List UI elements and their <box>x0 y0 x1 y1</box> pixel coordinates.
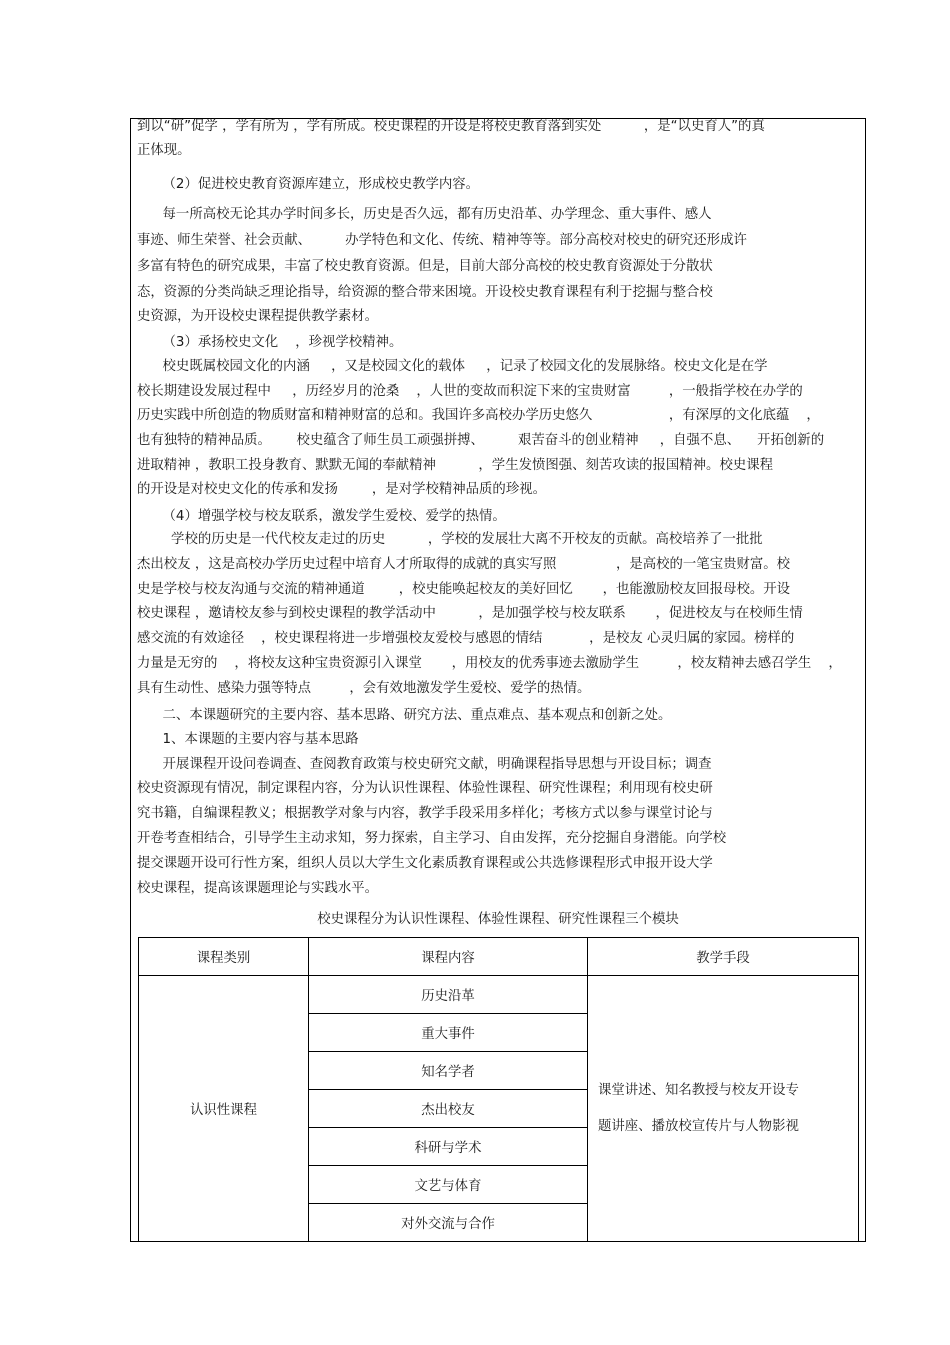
paragraph-line: 校史课程，提高该课题理论与实践水平。 <box>137 881 379 896</box>
paragraph-line: 感交流的有效途径 ，校史课程将进一步增强校友爱校与感恩的情结 ，是校友 心灵归属的家园。榜样的 <box>137 631 795 646</box>
paragraph-line: 开卷考查相结合，引导学生主动求知，努力探索，自主学习、自由发挥，充分挖掘自身潜能。向学校 <box>137 831 727 846</box>
table-header-cell: 课程内容 <box>309 938 588 976</box>
course-content-cell: 杰出校友 <box>309 1090 588 1128</box>
table-caption: 校史课程分为认识性课程、体验性课程、研究性课程三个模块 <box>317 912 679 927</box>
paragraph-line: 多富有特色的研究成果，丰富了校史教育资源。但是，目前大部分高校的校史教育资源处于分散状 <box>137 259 713 274</box>
table-header-row <box>139 938 859 976</box>
paragraph-line: 校史课程 ，邀请校友参与到校史课程的教学活动中 ，是加强学校与校友联系 ，促进校友与在校师生情 <box>137 606 803 621</box>
paragraph-line: 校长期建设发展过程中 ，历经岁月的沧桑 ，人世的变故而积淀下来的宝贵财富 ，一般指学校在办学的 <box>137 384 803 399</box>
course-content-cell: 知名学者 <box>309 1052 588 1090</box>
paragraph-line: 也有独特的精神品质。 校史蕴含了师生员工顽强拼搏、 艰苦奋斗的创业精神 ，自强不息、 开拓创新的 <box>137 433 825 448</box>
paragraph-line: 历史实践中所创造的物质财富和精神财富的总和。我国许多高校办学历史悠久 ，有深厚的文化底蕴 ， <box>137 408 820 423</box>
paragraph-line: 学校的历史是一代代校友走过的历史 ，学校的发展壮大离不开校友的贡献。高校培养了一批批 <box>137 532 763 547</box>
course-content-cell: 历史沿革 <box>309 976 588 1014</box>
paragraph-line: 校史资源现有情况，制定课程内容，分为认识性课程、体验性课程、研究性课程；利用现有校史研 <box>137 781 713 796</box>
paragraph-line: 校史既属校园文化的内涵 ，又是校园文化的载体 ，记录了校园文化的发展脉络。校史文化是在学 <box>137 359 768 374</box>
table-row <box>139 976 859 1014</box>
paragraph-line: 事迹、师生荣誉、社会贡献、 办学特色和文化、传统、精神等等。部分高校对校史的研究还形成许 <box>137 233 747 248</box>
paragraph-line: 具有生动性、感染力强等特点 ，会有效地激发学生爱校、爱学的热情。 <box>137 681 591 696</box>
paragraph-line: （2）促进校史教育资源库建立，形成校史教学内容。 <box>137 177 480 192</box>
paragraph-line: 到以“研”促学 ，学有所为 ，学有所成。校史课程的开设是将校史教育落到实处 ，是“以史育人”的真 <box>137 119 765 134</box>
paragraph-line: 每一所高校无论其办学时间多长，历史是否久远，都有历史沿革、办学理念、重大事件、感人 <box>137 207 712 222</box>
course-module-table <box>138 937 859 1242</box>
paragraph-line: 态，资源的分类尚缺乏理论指导，给资源的整合带来困境。开设校史教育课程有利于挖掘与整合校 <box>137 285 713 300</box>
course-content-cell: 文艺与体育 <box>309 1166 588 1204</box>
teaching-method-line: 题讲座、播放校宣传片与人物影视 <box>598 1118 799 1134</box>
paragraph-line: 的开设是对校史文化的传承和发扬 ，是对学校精神品质的珍视。 <box>137 482 546 497</box>
paragraph-line: 开展课程开设问卷调查、查阅教育政策与校史研究文献，明确课程指导思想与开设目标；调查 <box>137 757 712 772</box>
paragraph-line: 1、本课题的主要内容与基本思路 <box>137 732 359 747</box>
paragraph-line: （4）增强学校与校友联系，激发学生爱校、爱学的热情。 <box>137 509 506 524</box>
paragraph-line: 二、本课题研究的主要内容、基本思路、研究方法、重点难点、基本观点和创新之处。 <box>137 708 672 723</box>
paragraph-line: 史是学校与校友沟通与交流的精神通道 ，校史能唤起校友的美好回忆 ，也能激励校友回报母校。开设 <box>137 582 791 597</box>
table-header-cell: 课程类别 <box>139 938 309 976</box>
course-content-cell: 对外交流与合作 <box>309 1204 588 1242</box>
paragraph-line: （3）承扬校史文化 ，珍视学校精神。 <box>137 335 403 350</box>
teaching-method-line: 课堂讲述、知名教授与校友开设专 <box>598 1082 799 1098</box>
teaching-method-cell <box>588 976 859 1242</box>
paragraph-line: 提交课题开设可行性方案，组织人员以大学生文化素质教育课程或公共选修课程形式申报开设大学 <box>137 856 713 871</box>
paragraph-line: 究书籍，自编课程教义；根据教学对象与内容，教学手段采用多样化；考核方式以参与课堂讨论与 <box>137 806 713 821</box>
paragraph-line: 史资源，为开设校史课程提供教学素材。 <box>137 309 379 324</box>
course-category-cell: 认识性课程 <box>139 976 309 1242</box>
paragraph-line: 正体现。 <box>137 143 191 158</box>
paragraph-line: 进取精神 ，教职工投身教育、默默无闻的奉献精神 ，学生发愤图强、刻苦攻读的报国精神。校史课程 <box>137 458 774 473</box>
course-content-cell: 科研与学术 <box>309 1128 588 1166</box>
table-header-cell: 教学手段 <box>588 938 859 976</box>
paragraph-line: 杰出校友 ，这是高校办学历史过程中培育人才所取得的成就的真实写照 ，是高校的一笔宝贵财富。校 <box>137 557 791 572</box>
course-content-cell: 重大事件 <box>309 1014 588 1052</box>
paragraph-line: 力量是无穷的 ，将校友这种宝贵资源引入课堂 ，用校友的优秀事迹去激励学生 ，校友精神去感召学生 ， <box>137 656 842 671</box>
